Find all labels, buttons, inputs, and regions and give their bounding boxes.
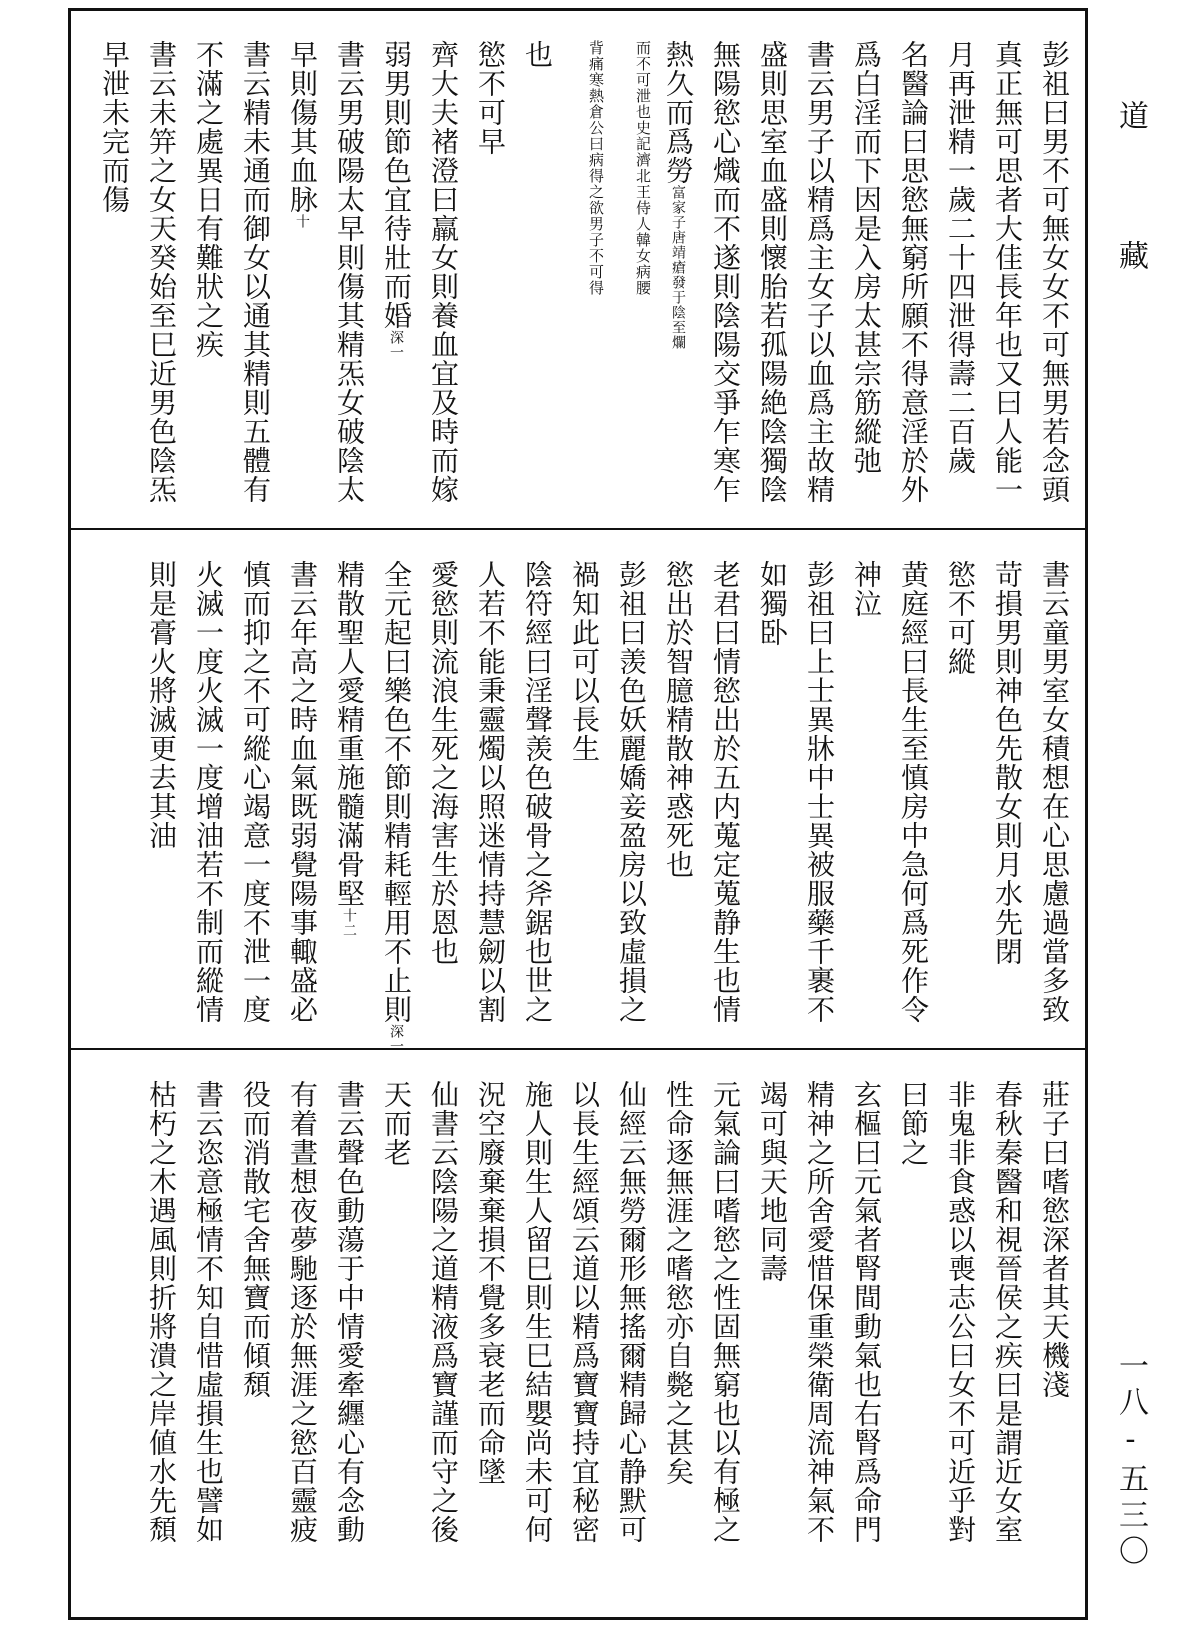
panel-3 [84,1080,1076,1600]
column: 真正無可思者大佳長年也又曰人能一 [991,40,1024,504]
column: 書云聲色動蕩于中情愛牽纒心有念動 [333,1080,366,1544]
column: 盛則思室血盛則懷胎若孤陽絶陰獨陰 [756,40,789,504]
column: 非鬼非食惑以喪志公曰女不可近乎對 [944,1080,977,1544]
column: 苛損男則神色先散女則月水先閉 [991,560,1024,966]
column [657,40,700,510]
column: 彭祖曰男不可無女女不可無男若念頭 [1038,40,1071,504]
column: 竭可與天地同壽 [756,1080,789,1283]
column: 書云未笄之女天癸始至巳近男色陰炁 [145,40,178,504]
column: 天而老 [380,1080,413,1167]
column: 名醫論曰思慾無窮所願不得意淫於外 [897,40,930,504]
panel-divider-1 [68,528,1088,530]
column: 神泣 [850,560,883,618]
column: 書云男破陽太早則傷其精炁女破陰太 [333,40,366,504]
column: 役而消散宅舍無寶而傾頹 [239,1080,272,1399]
column: 書云精未通而御女以通其精則五體有 [239,40,272,504]
column: 月再泄精一歲二十四泄得壽二百歲 [944,40,977,475]
section-heading: 慾不可早 [474,40,507,156]
section-heading: 慾不可縱 [944,560,977,676]
column: 齊大夫褚澄曰羸女則養血宜及時而嫁 [427,40,460,504]
column: 慎而抑之不可縱心竭意一度不泄一度 [239,560,272,1024]
panel-2 [84,560,1076,1054]
column: 仙經云無勞爾形無搖爾精歸心静默可 [615,1080,648,1544]
column: 無陽慾心熾而不遂則陰陽交爭乍寒乍 [709,40,742,504]
column: 老君曰情慾出於五内蒐定蒐静生也情 [709,560,742,1024]
column [328,560,371,1030]
column-text: 全元起曰樂色不節則精耗輕用不止則 [380,560,413,1024]
column: 爲白淫而下因是入房太甚宗筋縱弛 [850,40,883,475]
annotation: 富家子唐靖瘡發于陰至爛 [670,185,686,350]
column: 慾出於智臆精散神惑死也 [662,560,695,879]
column-text: 早則傷其血脉 [286,40,319,214]
column: 曰節之 [897,1080,930,1167]
column: 況空廢棄棄損不覺多衰老而命墜 [474,1080,507,1486]
column: 黄庭經曰長生至慎房中急何爲死作令 [897,560,930,1024]
column-text: 熱久而爲勞 [662,40,695,185]
column: 書云童男室女積想在心思慮過當多致 [1038,560,1071,1024]
column: 春秋秦醫和視晉侯之疾曰是謂近女室 [991,1080,1024,1544]
annotation-column: 而不可泄也史記濟北王侍人韓女病腰 [634,40,652,296]
column: 枯朽之木遇風則折將潰之岸値水先頹 [145,1080,178,1544]
column: 彭祖曰羡色妖麗嬌妾盈房以致虛損之 [615,560,648,1024]
column [281,40,324,510]
column: 以長生經頌云道以精爲寶寶持宜秘密 [568,1080,601,1544]
column: 禍知此可以長生 [568,560,601,763]
annotation: 深一 [388,330,404,360]
column: 愛慾則流浪生死之海害生於恩也 [427,560,460,966]
panel-1 [84,40,1076,510]
column-text: 精散聖人愛精重施髓滿骨堅 [333,560,366,908]
column: 性命逐無涯之嗜慾亦自斃之甚矣 [662,1080,695,1486]
page-number: 一八-五三〇 [1113,1350,1148,1571]
annotation: 十二 [341,908,357,938]
column: 陰符經曰淫聲羡色破骨之斧鋸也世之 [521,560,554,1024]
column: 書云男子以精爲主女子以血爲主故精 [803,40,836,504]
column: 彭祖曰上士異牀中士異被服藥千裹不 [803,560,836,1024]
column: 施人則生人留巳則生巳結嬰尚未可何 [521,1080,554,1544]
column: 書云年高之時血氣既弱覺陽事輙盛必 [286,560,319,1024]
annotation-column: 背痛寒熱倉公曰病得之欲男子不可得 [587,40,605,296]
column: 有着晝想夜夢馳逐於無涯之慾百靈疲 [286,1080,319,1544]
column: 如獨卧 [756,560,789,647]
annotation: 十 [294,214,310,229]
column: 不滿之處異日有難狀之疾 [192,40,225,359]
column: 精神之所舍愛惜保重榮衛周流神氣不 [803,1080,836,1544]
column [375,560,418,1054]
panel-divider-2 [68,1048,1088,1050]
annotation: 深一 [388,1024,404,1054]
column: 仙書云陰陽之道精液爲寶謹而守之後 [427,1080,460,1544]
column: 人若不能秉靈燭以照迷情持慧劒以割 [474,560,507,1024]
column: 早泄未完而傷 [98,40,131,214]
column: 火滅一度火滅一度增油若不制而縱情 [192,560,225,1024]
column: 元氣論曰嗜慾之性固無窮也以有極之 [709,1080,742,1544]
collection-title: 道藏 [1113,100,1148,380]
column-text: 弱男則節色宜待壯而婚 [380,40,413,330]
column: 書云恣意極情不知自惜虛損生也譬如 [192,1080,225,1544]
column: 玄樞曰元氣者腎間動氣也右腎爲命門 [850,1080,883,1544]
column: 則是膏火將滅更去其油 [145,560,178,850]
column: 莊子曰嗜慾深者其天機淺 [1038,1080,1071,1399]
column [375,40,418,510]
column: 也 [521,40,554,69]
